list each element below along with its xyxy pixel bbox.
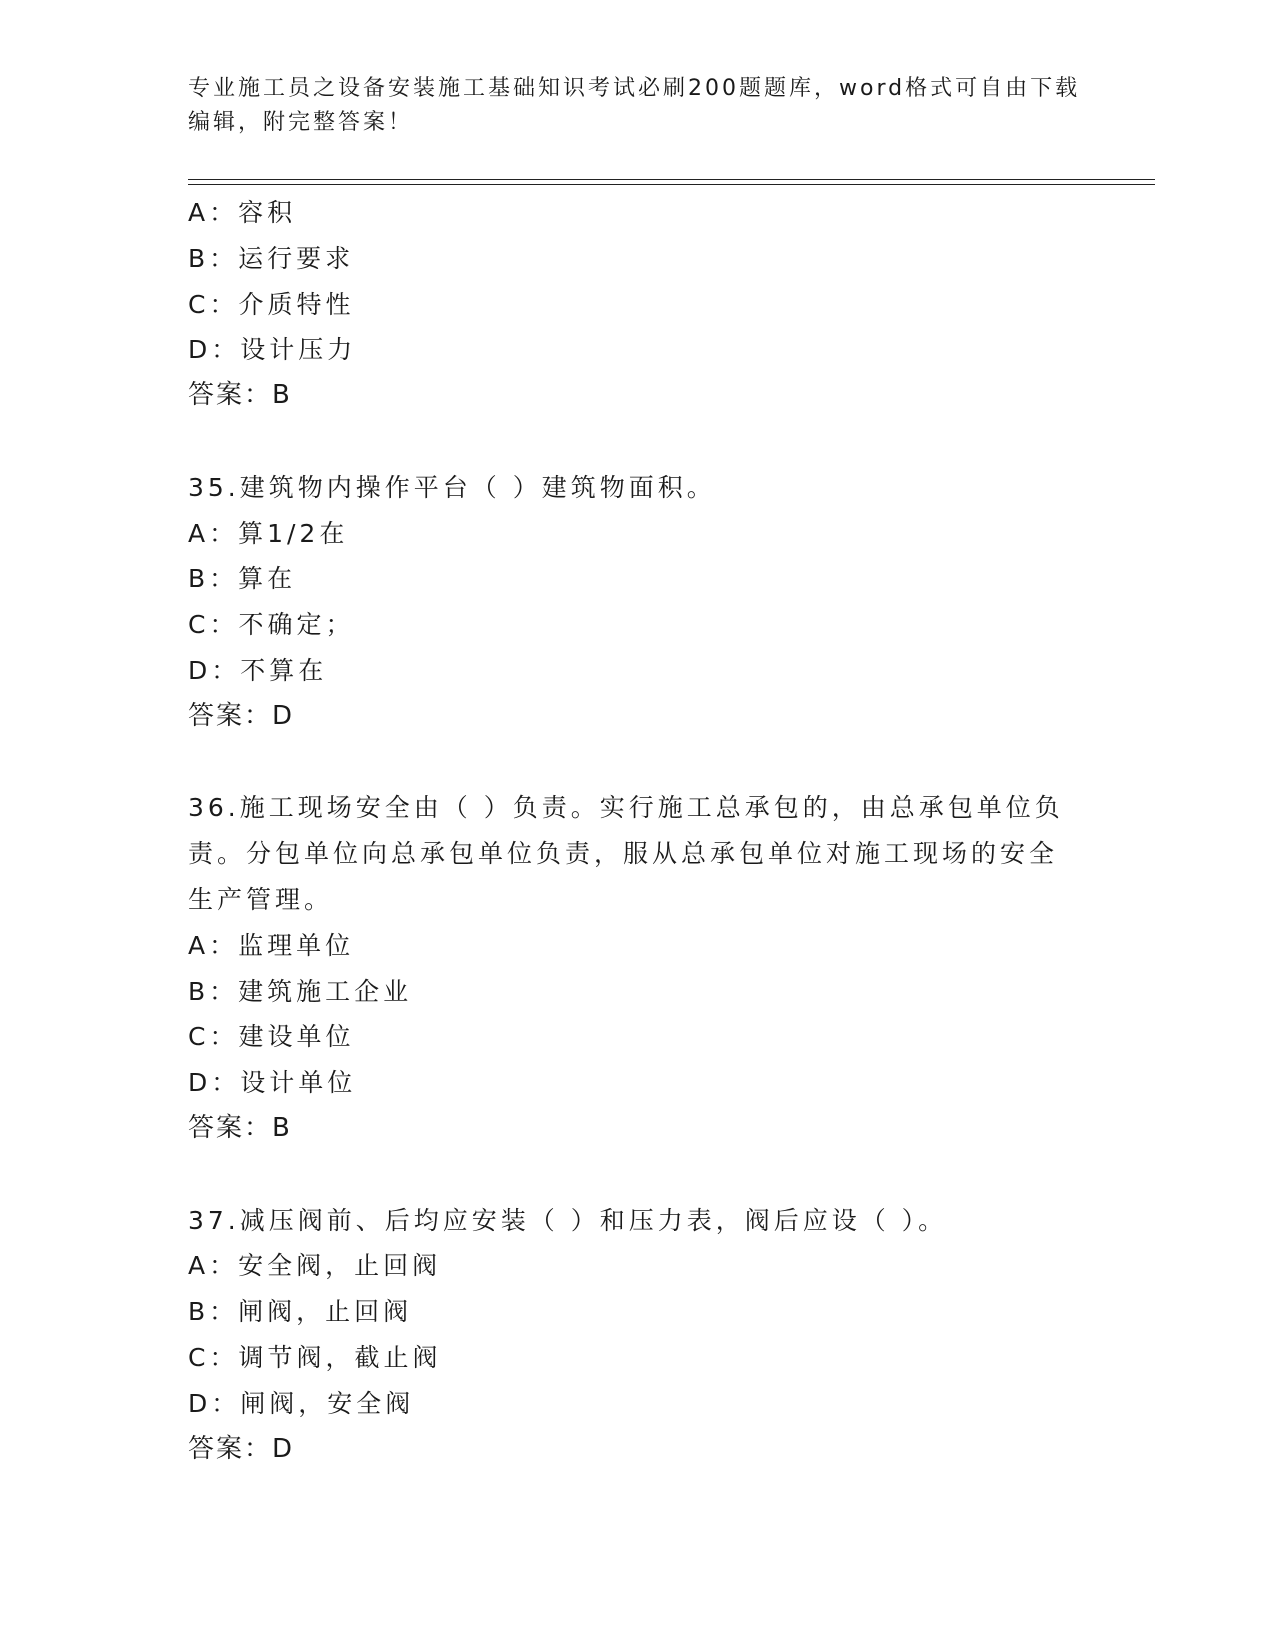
answer: 答案：D bbox=[188, 1433, 295, 1464]
option-a: A：监理单位 bbox=[188, 930, 355, 960]
question-stem-line-1: 36.施工现场安全由（ ）负责。实行施工总承包的，由总承包单位负 bbox=[188, 793, 1064, 823]
spacer bbox=[188, 740, 1068, 786]
option-a: A：安全阀，止回阀 bbox=[188, 1251, 442, 1281]
option-a: A：容积 bbox=[188, 198, 297, 227]
option-d: D：闸阀，安全阀 bbox=[188, 1388, 415, 1418]
spacer bbox=[188, 419, 1068, 465]
question-list bbox=[188, 190, 1068, 1472]
answer: 答案：D bbox=[188, 700, 295, 731]
option-b: B：运行要求 bbox=[188, 243, 355, 273]
question-stem-line-2: 责。分包单位向总承包单位负责，服从总承包单位对施工现场的安全 bbox=[188, 839, 1059, 869]
option-c: C：调节阀，截止阀 bbox=[188, 1342, 442, 1372]
option-c: C：建设单位 bbox=[188, 1022, 355, 1052]
answer: 答案：B bbox=[188, 380, 292, 411]
option-d: D：不算在 bbox=[188, 655, 328, 685]
option-b: B：建筑施工企业 bbox=[188, 976, 413, 1006]
option-a: A：算1/2在 bbox=[188, 518, 349, 548]
question-stem-line-3: 生产管理。 bbox=[188, 884, 334, 914]
option-c: C：介质特性 bbox=[188, 289, 355, 319]
option-b: B：算在 bbox=[188, 564, 297, 594]
header-divider-top bbox=[188, 179, 1155, 180]
question-stem: 35.建筑物内操作平台（ ）建筑物面积。 bbox=[188, 472, 716, 502]
header-title-line-2: 编辑，附完整答案！ bbox=[188, 110, 414, 135]
option-c: C：不确定； bbox=[188, 610, 355, 640]
spacer bbox=[188, 1152, 1068, 1198]
question-stem: 37.减压阀前、后均应安装（ ）和压力表，阀后应设（ ）。 bbox=[188, 1205, 948, 1235]
header-title-line-1: 专业施工员之设备安装施工基础知识考试必刷200题题库，word格式可自由下载 bbox=[188, 76, 1081, 101]
option-d: D：设计单位 bbox=[188, 1068, 357, 1098]
question-37 bbox=[188, 1198, 1068, 1473]
document-header bbox=[188, 72, 1088, 140]
header-divider-bottom bbox=[188, 184, 1155, 185]
option-b: B：闸阀，止回阀 bbox=[188, 1297, 413, 1327]
question-35 bbox=[188, 465, 1068, 740]
answer: 答案：B bbox=[188, 1112, 292, 1143]
option-d: D：设计压力 bbox=[188, 335, 357, 365]
question-34 bbox=[188, 190, 1068, 419]
question-36 bbox=[188, 785, 1068, 1151]
